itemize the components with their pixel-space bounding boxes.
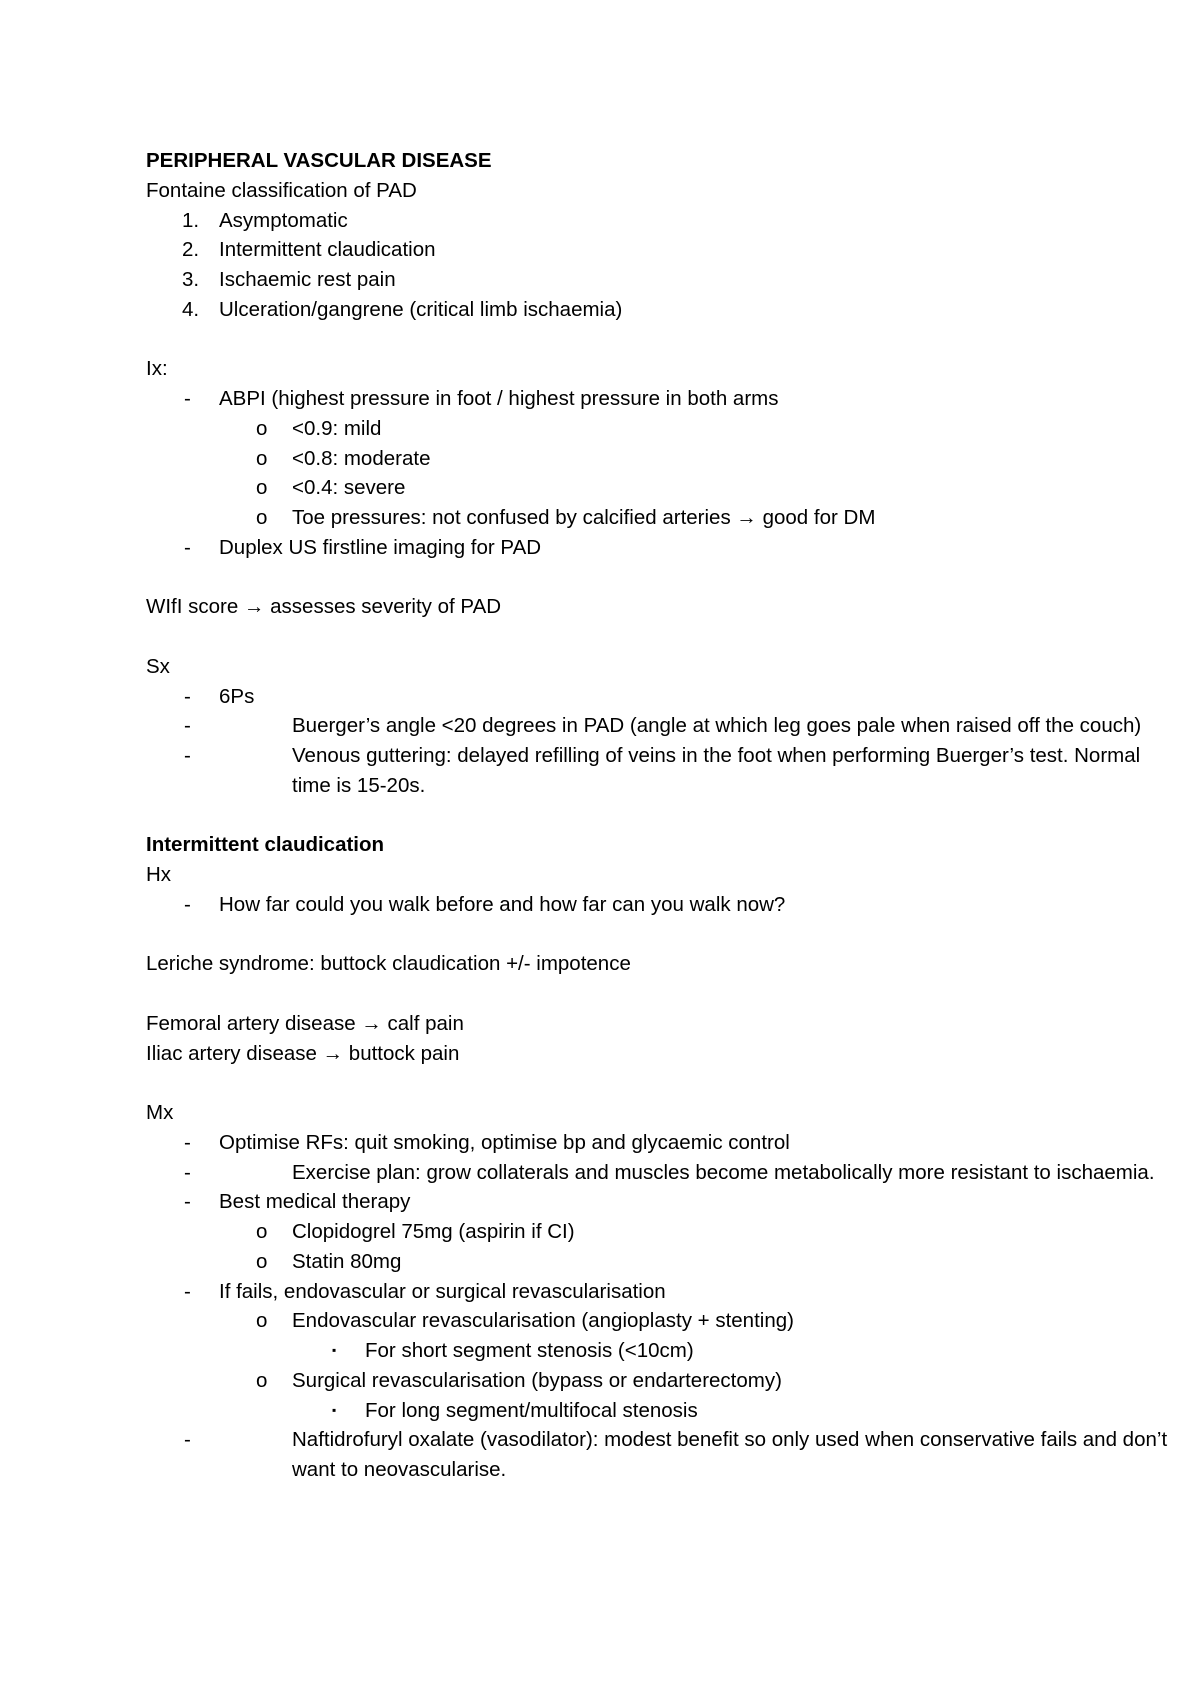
revasc-sub-item [146,1306,1106,1336]
circle-bullet: o [256,1368,268,1392]
list-text: Clopidogrel 75mg (aspirin if CI) [292,1220,575,1243]
list-text: For short segment stenosis (<10cm) [365,1339,694,1362]
fontaine-item [146,265,1106,295]
revasc-sub-sub-item [146,1396,1106,1426]
list-text: Best medical therapy [219,1190,411,1214]
list-text: Ischaemic rest pain [219,268,396,291]
bmt-sub-item [146,1247,1106,1277]
sx-item [146,741,1141,801]
abpi-sub-item [146,473,1106,503]
mx-item [146,1187,1106,1217]
circle-bullet: o [256,416,268,440]
abpi-sub-item [146,444,1106,474]
list-text: <0.8: moderate [292,446,431,470]
sx-item [146,682,1106,712]
dash-bullet: - [184,684,191,708]
list-text: How far could you walk before and how far can you walk now? [219,892,786,916]
sx-heading: Sx [146,654,170,678]
list-text: ABPI (highest pressure in foot / highest pressure in both arms [219,387,779,410]
list-text: Toe pressures: not confused by calcified arteries → good for DM [292,506,876,529]
ix-heading: Ix: [146,357,168,381]
list-text: Exercise plan: grow collaterals and muscles become metabolically more resistant to ischaemia. [292,1160,1155,1184]
dash-bullet: - [184,892,191,916]
dash-bullet: - [184,535,191,559]
wifi-score-line: WIfI score → assesses severity of PAD [146,595,502,619]
list-number: 4. [182,297,200,321]
ix-item-duplex [146,533,1106,563]
circle-bullet: o [256,1220,268,1243]
circle-bullet: o [256,1309,268,1333]
mx-heading: Mx [146,1101,174,1124]
mx-item [146,1277,1106,1307]
femoral-line: Femoral artery disease → calf pain [146,1011,464,1035]
list-text: Statin 80mg [292,1249,402,1273]
list-text: Optimise RFs: quit smoking, optimise bp and glycaemic control [219,1130,790,1154]
dash-bullet: - [184,1190,191,1214]
list-text: Ulceration/gangrene (critical limb ischaemia) [219,297,623,321]
list-text: Asymptomatic [219,208,348,232]
circle-bullet: o [256,1249,268,1273]
iliac-line: Iliac artery disease → buttock pain [146,1041,460,1065]
ic-heading: Intermittent claudication [146,833,385,857]
revasc-sub-item [146,1366,1106,1396]
dash-bullet: - [184,744,191,767]
fontaine-item [146,295,1106,325]
list-text: Duplex US firstline imaging for PAD [219,535,542,559]
abpi-sub-item [146,414,1106,444]
list-text: Endovascular revascularisation (angioplasty + stenting) [292,1309,794,1333]
fontaine-item [146,206,1106,236]
bmt-sub-item [146,1217,1106,1247]
list-number: 3. [182,268,200,291]
dash-bullet: - [184,714,191,738]
dash-bullet: - [184,1160,191,1184]
hx-item [146,890,1106,920]
revasc-sub-sub-item [146,1336,1106,1366]
ix-item-abpi [146,384,1106,414]
document-page [146,146,1168,1485]
circle-bullet: o [256,506,268,529]
dash-bullet: - [184,1279,191,1303]
dash-bullet: - [184,1428,191,1452]
mx-item [146,1425,1168,1485]
square-bullet: ▪ [332,1402,337,1417]
mx-item [146,1158,1155,1188]
mx-item [146,1128,1106,1158]
list-text: Buerger’s angle <20 degrees in PAD (angle at which leg goes pale when raised off the couch) [292,714,1142,738]
square-bullet: ▪ [332,1343,337,1357]
dash-bullet: - [184,1130,191,1154]
circle-bullet: o [256,446,268,470]
list-text: 6Ps [219,684,255,708]
list-text: Surgical revascularisation (bypass or endarterectomy) [292,1368,782,1392]
leriche-line: Leriche syndrome: buttock claudication +/- impotence [146,952,631,976]
list-text: Intermittent claudication [219,238,436,262]
list-text: <0.9: mild [292,416,382,440]
list-text: If fails, endovascular or surgical revascularisation [219,1279,666,1303]
dash-bullet: - [184,387,191,410]
page-title: PERIPHERAL VASCULAR DISEASE [146,149,492,172]
abpi-sub-item [146,503,1106,533]
sx-item [146,711,1142,741]
list-text: For long segment/multifocal stenosis [365,1398,698,1422]
list-text: <0.4: severe [292,476,406,500]
list-number: 2. [182,238,200,262]
circle-bullet: o [256,476,268,500]
list-text: Naftidrofuryl oxalate (vasodilator): modest benefit so only used when conservative fails and don’t want to neovascularise. [292,1428,1168,1481]
list-number: 1. [182,208,200,232]
fontaine-heading: Fontaine classification of PAD [146,178,417,202]
fontaine-item [146,235,1106,265]
hx-heading: Hx [146,863,172,886]
list-text: Venous guttering: delayed refilling of veins in the foot when performing Buerger’s test. Normal time is 15-20s. [292,744,1141,797]
